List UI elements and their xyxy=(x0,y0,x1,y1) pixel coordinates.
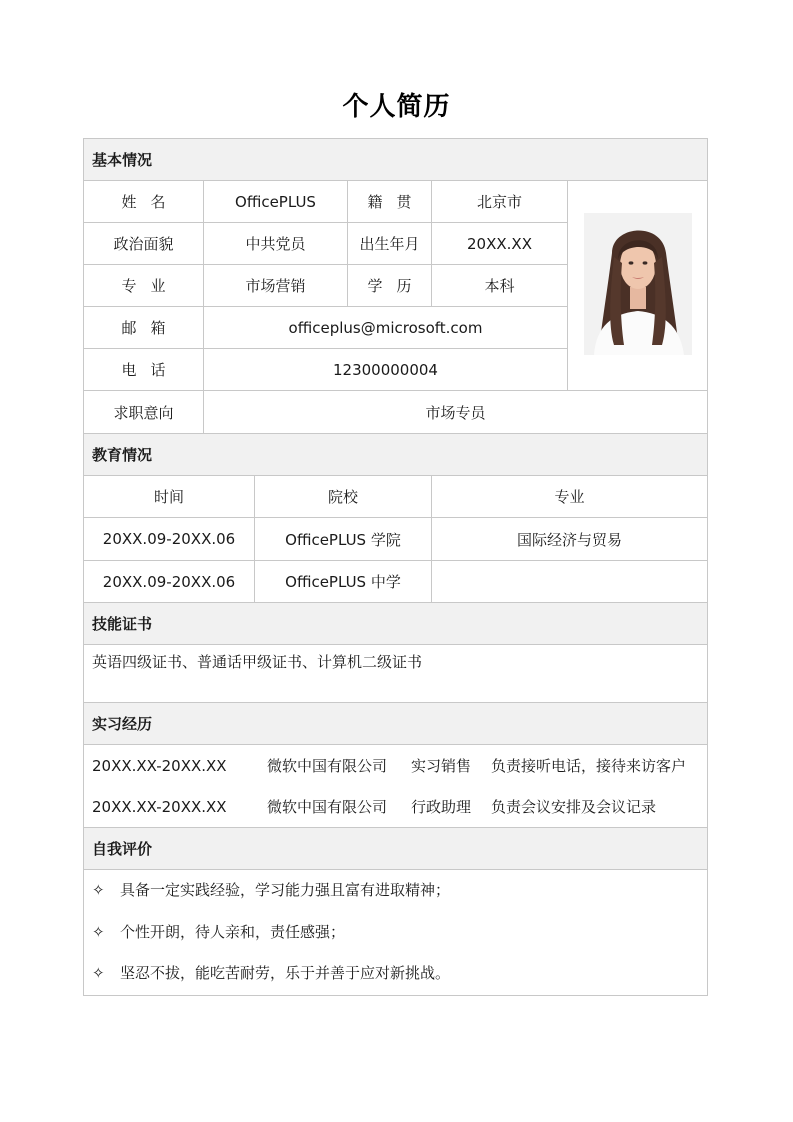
intent-value: 市场专员 xyxy=(204,391,708,434)
section-basic-header: 基本情况 xyxy=(84,139,708,181)
internship-company: 微软中国有限公司 xyxy=(267,798,388,816)
internship-date: 20XX.XX-20XX.XX xyxy=(92,756,227,775)
self-eval-row xyxy=(84,870,708,996)
edu-col-school: 院校 xyxy=(255,476,432,518)
origin-value: 北京市 xyxy=(432,181,568,223)
name-value: OfficePLUS xyxy=(204,181,348,223)
sparkle-bullet-icon: ✧ xyxy=(92,881,105,899)
internship-date: 20XX.XX-20XX.XX xyxy=(92,797,227,816)
birth-label: 出生年月 xyxy=(348,223,432,265)
intent-label: 求职意向 xyxy=(84,391,204,434)
self-eval-text: 具备一定实践经验，学习能力强且富有进取精神； xyxy=(120,881,451,899)
list-item xyxy=(84,870,707,912)
email-label: 邮箱 xyxy=(84,307,204,349)
degree-label: 学历 xyxy=(348,265,432,307)
section-education xyxy=(84,434,708,476)
list-item xyxy=(84,912,707,954)
phone-label: 电话 xyxy=(84,349,204,391)
edu-time: 20XX.09-20XX.06 xyxy=(84,518,255,561)
section-self-eval xyxy=(84,828,708,870)
section-internship xyxy=(84,703,708,745)
major-value: 市场营销 xyxy=(204,265,348,307)
education-header-row xyxy=(84,476,708,518)
list-item xyxy=(84,953,707,995)
skills-text: 英语四级证书、普通话甲级证书、计算机二级证书 xyxy=(84,645,708,703)
section-self-eval-header: 自我评价 xyxy=(84,828,708,870)
section-internship-header: 实习经历 xyxy=(84,703,708,745)
section-skills xyxy=(84,603,708,645)
edu-major: 国际经济与贸易 xyxy=(432,518,708,561)
edu-col-major: 专业 xyxy=(432,476,708,518)
internship-desc: 负责接听电话，接待来访客户 xyxy=(491,757,687,775)
self-eval-cell xyxy=(84,870,708,996)
sparkle-bullet-icon: ✧ xyxy=(92,922,105,941)
row-name xyxy=(84,181,708,223)
degree-value: 本科 xyxy=(432,265,568,307)
edu-major xyxy=(432,561,708,603)
table-row xyxy=(84,561,708,603)
resume-table xyxy=(83,138,708,996)
internship-row xyxy=(84,745,708,828)
birth-value: 20XX.XX xyxy=(432,223,568,265)
photo-cell xyxy=(568,181,708,391)
phone-value: 12300000004 xyxy=(204,349,568,391)
internship-cell xyxy=(84,745,708,828)
email-value: officeplus@microsoft.com xyxy=(204,307,568,349)
political-value: 中共党员 xyxy=(204,223,348,265)
portrait-photo xyxy=(584,213,692,355)
political-label: 政治面貌 xyxy=(84,223,204,265)
table-row xyxy=(84,518,708,561)
origin-label: 籍贯 xyxy=(348,181,432,223)
internship-desc: 负责会议安排及会议记录 xyxy=(491,798,657,816)
self-eval-text: 坚忍不拔，能吃苦耐劳，乐于并善于应对新挑战。 xyxy=(120,964,451,982)
major-label: 专业 xyxy=(84,265,204,307)
internship-company: 微软中国有限公司 xyxy=(267,757,388,775)
internship-role: 实习销售 xyxy=(411,757,472,775)
sparkle-bullet-icon: ✧ xyxy=(92,964,105,982)
name-label: 姓名 xyxy=(84,181,204,223)
edu-school: OfficePLUS 学院 xyxy=(255,518,432,561)
internship-role: 行政助理 xyxy=(411,798,472,816)
self-eval-text: 个性开朗，待人亲和，责任感强； xyxy=(120,922,346,941)
edu-school: OfficePLUS 中学 xyxy=(255,561,432,603)
section-skills-header: 技能证书 xyxy=(84,603,708,645)
edu-time: 20XX.09-20XX.06 xyxy=(84,561,255,603)
row-intent xyxy=(84,391,708,434)
skills-row xyxy=(84,645,708,703)
list-item xyxy=(84,745,707,786)
edu-col-time: 时间 xyxy=(84,476,255,518)
section-education-header: 教育情况 xyxy=(84,434,708,476)
list-item xyxy=(84,786,707,827)
page-title: 个人简历 xyxy=(342,92,451,122)
section-basic xyxy=(84,139,708,181)
